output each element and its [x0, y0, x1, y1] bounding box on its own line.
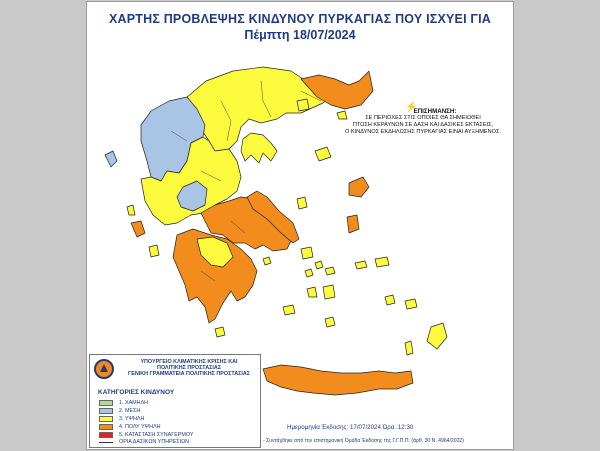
- swatch-high: [99, 416, 113, 422]
- island-skyros: [297, 197, 307, 209]
- legend-item: 5. ΚΑΤΑΣΤΑΣΗ ΣΥΝΑΓΕΡΜΟΥ: [99, 431, 194, 438]
- island-karpathos: [405, 341, 413, 355]
- island-aegina: [263, 257, 271, 265]
- swatch-alarm: [99, 432, 113, 438]
- org-line: ΓΕΝΙΚΗ ΓΡΑΜΜΑΤΕΙΑ ΠΟΛΙΤΙΚΗΣ ΠΡΟΣΤΑΣΙΑΣ: [128, 371, 250, 377]
- lightning-icon: ⚡: [405, 102, 418, 113]
- island-thasos: [297, 99, 309, 111]
- org-line: ΠΟΛΙΤΙΚΗΣ ΠΡΟΣΤΑΣΙΑΣ: [157, 365, 221, 371]
- island-limnos: [315, 147, 331, 161]
- island-samos: [375, 257, 389, 267]
- warning-line: ΣΕ ΠΕΡΙΟΧΕΣ ΣΤΙΣ ΟΠΟΙΕΣ ΘΑ ΣΗΜΕΙΩΘΕΙ: [365, 115, 481, 121]
- map-frame: [86, 1, 514, 450]
- region-chalkidiki: [241, 133, 277, 163]
- org-line: ΥΠΟΥΡΓΕΙΟ ΚΛΙΜΑΤΙΚΗΣ ΚΡΙΣΗΣ ΚΑΙ: [140, 359, 238, 365]
- region-corfu: [105, 151, 117, 167]
- island-lesvos: [349, 177, 369, 197]
- island-santorini: [325, 317, 335, 327]
- region-crete: [263, 365, 413, 395]
- categories-title: ΚΑΤΗΓΟΡΙΕΣ ΚΙΝΔΥΝΟΥ: [98, 389, 175, 396]
- island-milos: [283, 305, 295, 315]
- island-andros: [301, 247, 313, 259]
- region-zakynthos: [149, 245, 159, 257]
- warning-title: ΕΠΙΣΗΜΑΝΣΗ:: [413, 108, 457, 115]
- island-rhodes: [427, 323, 447, 349]
- legend-item: 1. ΧΑΜΗΛΗ: [99, 399, 148, 406]
- legend-item: 3. ΥΨΗΛΗ: [99, 415, 144, 422]
- legend-item: 2. ΜΕΣΗ: [99, 407, 140, 414]
- footnote: - Συντάχθηκε από την επιστημονική Ομάδα Έκδοσης της Γ.Γ.Π.Π. (άρθ. 30 Ν. 4964/2022): [263, 438, 464, 444]
- island-kos: [405, 299, 417, 309]
- warning-line: ΠΤΩΣΗ ΚΕΡΑΥΝΩΝ ΣΕ ΔΑΣΗ ΚΑΙ ΔΑΣΙΚΕΣ ΕΚΤΑΣΕΙΣ,: [352, 122, 494, 128]
- island-dodecanese: [385, 295, 395, 305]
- swatch-medium: [99, 408, 113, 414]
- region-lefkada: [127, 205, 135, 215]
- island-mykonos: [325, 267, 335, 275]
- island-tinos: [315, 261, 323, 269]
- island-ikaria: [355, 261, 367, 269]
- warning-line: Ο ΚΙΝΔΥΝΟΣ ΕΚΔΗΛΩΣΗΣ ΠΥΡΚΑΓΙΑΣ ΕΙΝΑΙ ΑΥΞΗΜΕΝΟΣ.: [344, 129, 502, 135]
- island-naxos: [323, 285, 335, 299]
- region-kefalonia: [131, 221, 145, 237]
- map-date: Πέμπτη 18/07/2024: [244, 28, 356, 42]
- legend-item: 4. ΠΟΛΥ ΥΨΗΛΗ: [99, 423, 161, 430]
- legend-boundary: ΟΡΙΑ ΔΑΣΙΚΩΝ ΥΠΗΡΕΣΙΩΝ: [99, 439, 189, 445]
- island-chios: [347, 215, 359, 233]
- issue-date: Ημερομηνία Έκδοσης: 17/07/2024 Ώρα :12:30: [287, 424, 414, 431]
- legend-box: [89, 354, 261, 448]
- island-paros: [307, 287, 317, 297]
- civil-protection-logo: [94, 359, 114, 379]
- map-title: ΧΑΡΤΗΣ ΠΡΟΒΛΕΨΗΣ ΚΙΝΔΥΝΟΥ ΠΥΡΚΑΓΙΑΣ ΠΟΥ ΙΣΧΥΕΙ ΓΙΑ: [108, 12, 492, 26]
- boundary-line: [99, 442, 113, 443]
- swatch-very-high: [99, 424, 113, 430]
- warning-note: [333, 102, 513, 136]
- island-syros: [305, 269, 313, 277]
- island-kythira: [215, 327, 225, 337]
- swatch-low: [99, 400, 113, 406]
